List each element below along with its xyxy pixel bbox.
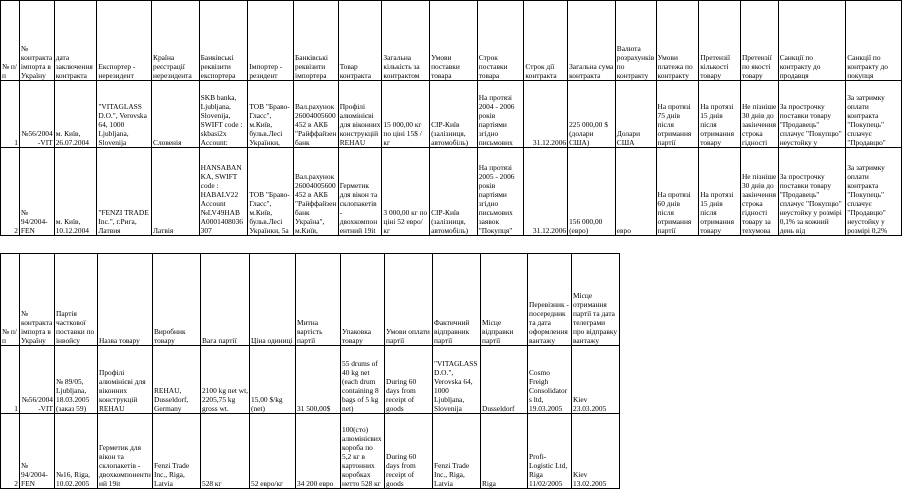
header-cell[interactable]: Митна вартість партії [296,254,341,346]
table-cell[interactable]: 31.12.2006 [524,81,568,148]
header-cell[interactable]: Місце отримання партії та дата телеграми про відправку вантажу [572,254,620,346]
table-cell[interactable]: Профілі алюмінієві для віконних конструкцій REHAU [98,346,153,414]
table-cell[interactable]: Riga [481,414,528,489]
header-row [1,254,620,346]
header-cell[interactable]: Санкції по контракту до покупця [846,1,902,81]
table-cell[interactable]: На протязі 2005 - 2006 років партіями згідно письмових заявок "Покупця" [477,148,524,236]
header-cell[interactable]: № контракта імпорта в Україну [19,1,54,81]
table-cell[interactable]: CIP-Київ (залізниця, автомобіль) [430,81,478,148]
header-cell[interactable]: Умови оплати партії [385,254,433,346]
header-cell[interactable]: Строк дії контракта [524,1,568,81]
table-cell[interactable]: SKB banka, Ljubljana, Slovenija, SWIFT code : skbasi2x Account: [199,81,248,148]
table-cell[interactable]: Не пізніше 30 днів до закінчення строка гідності товару за техумова [740,148,778,236]
header-cell[interactable]: Ціна одиниці [250,254,296,346]
table-cell[interactable]: Не пізніше 30 днів до закінчення строка гідності [740,81,778,148]
header-cell[interactable]: № п/п [1,1,20,81]
header-cell[interactable]: Умови поставки товара [430,1,478,81]
table-cell[interactable]: 2100 kg net wt, 2205,75 kg gross wt. [201,346,250,414]
table-cell[interactable]: 3 000,00 кг по ціні 52 евро/кг [382,148,430,236]
table-cell[interactable]: 34 200 евро [296,414,341,489]
header-cell[interactable]: Місце відправки партії [481,254,528,346]
table-cell[interactable]: №56/2004-VIT [20,346,55,414]
table-cell[interactable]: "VITAGLASS D.O.", Verovska 64, 1000 Ljubljana, Slovenija [433,346,481,414]
header-cell[interactable]: Фактичний відправник партії [433,254,481,346]
table-cell[interactable]: Профілі алюмінієві для віконних конструкцій REHAU [338,81,382,148]
table-cell[interactable]: 2 [1,148,20,236]
table-cell[interactable]: ТОВ "Браво-Гласс", м.Київ, бульв.Лесі Українки, 5а [248,148,294,236]
table-cell[interactable]: Герметик для вікон та склопакетів - двохкомпонентний 19іt [338,148,382,236]
header-cell[interactable]: Країна реєстрації нерезидента [152,1,200,81]
header-cell[interactable]: Товар контракта [338,1,382,81]
table-cell[interactable]: За затримку оплати контракта "Покупець" сплачує "Продавцю" неустойку у розмірі 0,2% [846,148,902,236]
header-cell[interactable]: Загальна кількість за контрактом [382,1,430,81]
header-cell[interactable]: Валюта розрахунків по контракту [615,1,656,81]
table-cell[interactable]: евро [615,148,656,236]
table-cell[interactable]: 15 000,00 кг по ціні 15$ /кг [382,81,430,148]
header-cell[interactable]: Упаковка товару [341,254,385,346]
shipments-table [0,253,620,489]
table-cell[interactable]: 52 евро/кг [250,414,296,489]
table-cell[interactable]: №56/2004-VIT [19,81,54,148]
header-cell[interactable]: дата заключення контракта [54,1,97,81]
table-cell[interactable]: За прострочку поставки товару "Продавець" сплачує "Покупцю" неустойку у розмірі 0,1% за кожний день від [778,148,846,236]
table-cell[interactable]: За затримку оплати контракта "Покупець" сплачує "Продавцю" [846,81,902,148]
header-cell[interactable]: Строк поставки товара [477,1,524,81]
table-cell[interactable]: 31.12.2006 [524,148,568,236]
table-cell[interactable]: На протязі 60 днів після отримання партії [656,148,699,236]
table-row [1,148,902,236]
header-cell[interactable]: Назва товару [98,254,153,346]
table-cell[interactable]: 2 [1,414,20,489]
table-row [1,81,902,148]
table-cell[interactable]: REHAU, Dusseldorf, Germany [153,346,201,414]
table-cell[interactable]: "FENZI TRADE Inc.", г.Рига, Латвия [97,148,152,236]
table-cell[interactable]: HANSABANKA, SWIFT code : HABALV22 Account №LV49HAB A0001408036307 [199,148,248,236]
header-cell[interactable]: Загальна сума контракта [568,1,616,81]
table-cell[interactable]: За прострочку поставки товару "Продавець" сплачує "Покупцю" неустойку у [778,81,846,148]
table-cell[interactable]: ТОВ "Браво-Гласс", м.Київ, бульв.Лесі Українки, [248,81,294,148]
table-cell[interactable]: На протязі 2004 - 2006 років партіями згідно письмових [477,81,524,148]
table-cell[interactable]: № 89/05, Ljubljana, 18.03.2005 (заказ 59) [55,346,98,414]
header-cell[interactable]: Претензії кількості товару [699,1,741,81]
header-cell[interactable]: Партія часткової поставки по інвойсу [55,254,98,346]
table-cell[interactable]: CIP-Київ (залізниця, автомобіль) [430,148,478,236]
table-cell[interactable]: 15,00 $/kg (net) [250,346,296,414]
table-cell[interactable]: На протязі 15 днів після отримання товару [699,81,741,148]
table-cell[interactable]: № 94/2004-FEN [19,148,54,236]
table-cell[interactable]: м. Київ, 10.12.2004 [54,148,97,236]
header-cell[interactable]: Умови платежа по контракту [656,1,699,81]
header-cell[interactable]: Перевізник - посередник та дата оформлення вантажу [528,254,572,346]
table-cell[interactable]: 55 drums of 40 kg net (each drum containing 8 bags of 5 kg net) [341,346,385,414]
header-cell[interactable]: Санкції по контракту до продавця [778,1,846,81]
table-cell[interactable]: м. Київ, 26.07.2004 [54,81,97,148]
header-cell[interactable]: Претензії по якості товару [740,1,778,81]
table-row [1,414,620,489]
header-cell[interactable]: Вага партії [201,254,250,346]
header-cell[interactable]: Виробник товару [153,254,201,346]
table-cell[interactable]: Латвія [152,148,200,236]
header-cell[interactable]: № контракта імпорта в Україну [20,254,55,346]
header-cell[interactable]: № п/п [1,254,20,346]
header-cell[interactable]: Банківські реквізити імпортера [294,1,339,81]
table-cell[interactable]: На протязі 15 днів після отримання товару [699,148,741,236]
table-cell[interactable]: №16, Riga, 10.02.2005 [55,414,98,489]
table-cell[interactable]: 1 [1,81,20,148]
table-cell[interactable]: Герметик для вікон та склопакетів - двохкомпонентний 19іt [98,414,153,489]
header-cell[interactable]: Експортер - нерезидент [97,1,152,81]
table-cell[interactable]: Fenzi Trade Inc., Riga, Latvia [153,414,201,489]
table-cell[interactable]: На протязі 75 днів після отримання партії [656,81,699,148]
table-cell[interactable]: Fenzi Trade Inc., Riga, Latvia [433,414,481,489]
table-cell[interactable]: 31 500,00$ [296,346,341,414]
table-cell[interactable]: № 94/2004-FEN [20,414,55,489]
table-cell[interactable]: 528 кг [201,414,250,489]
table-cell[interactable]: 156 000,00 (евро) [568,148,616,236]
table-cell[interactable]: 1 [1,346,20,414]
table-cell[interactable]: Dusseldorf [481,346,528,414]
table-cell[interactable]: Вал.рахунок 26004005600 452 в АКБ "Райффайзенбанк [294,81,339,148]
table-cell[interactable]: Profi-Logistic Ltd, Riga 11/02/2005 [528,414,572,489]
table-cell[interactable]: Словенія [152,81,200,148]
table-cell[interactable]: Долари США [615,81,656,148]
header-cell[interactable]: Імпортер - резидент [248,1,294,81]
table-cell[interactable]: Cosmo Freigh Consolidators ltd, 19.03.2005 [528,346,572,414]
table-cell[interactable]: During 60 days from receipt of goods [385,414,433,489]
table-cell[interactable]: Вал.рахунок 26004005600 452 в АКБ "Райффайзенбанк Україна", м.Київ, [294,148,339,236]
table-cell[interactable]: During 60 days from receipt of goods [385,346,433,414]
table-cell[interactable]: "VITAGLASS D.O.", Verovska 64, 1000 Ljubljana, Slovenija [97,81,152,148]
header-row [1,1,902,81]
table-cell[interactable]: Kiev 13.02.2005 [572,414,620,489]
table-cell[interactable]: Kiev 23.03.2005 [572,346,620,414]
contracts-table [0,0,902,236]
header-cell[interactable]: Банківські реквізити експортера [199,1,248,81]
table-cell[interactable]: 225 000,00 $ (долари США) [568,81,616,148]
table-row [1,346,620,414]
table-cell[interactable]: 100(сто) алюмінієвих короба по 5,2 кг в картонних коробках нетто 528 кг [341,414,385,489]
